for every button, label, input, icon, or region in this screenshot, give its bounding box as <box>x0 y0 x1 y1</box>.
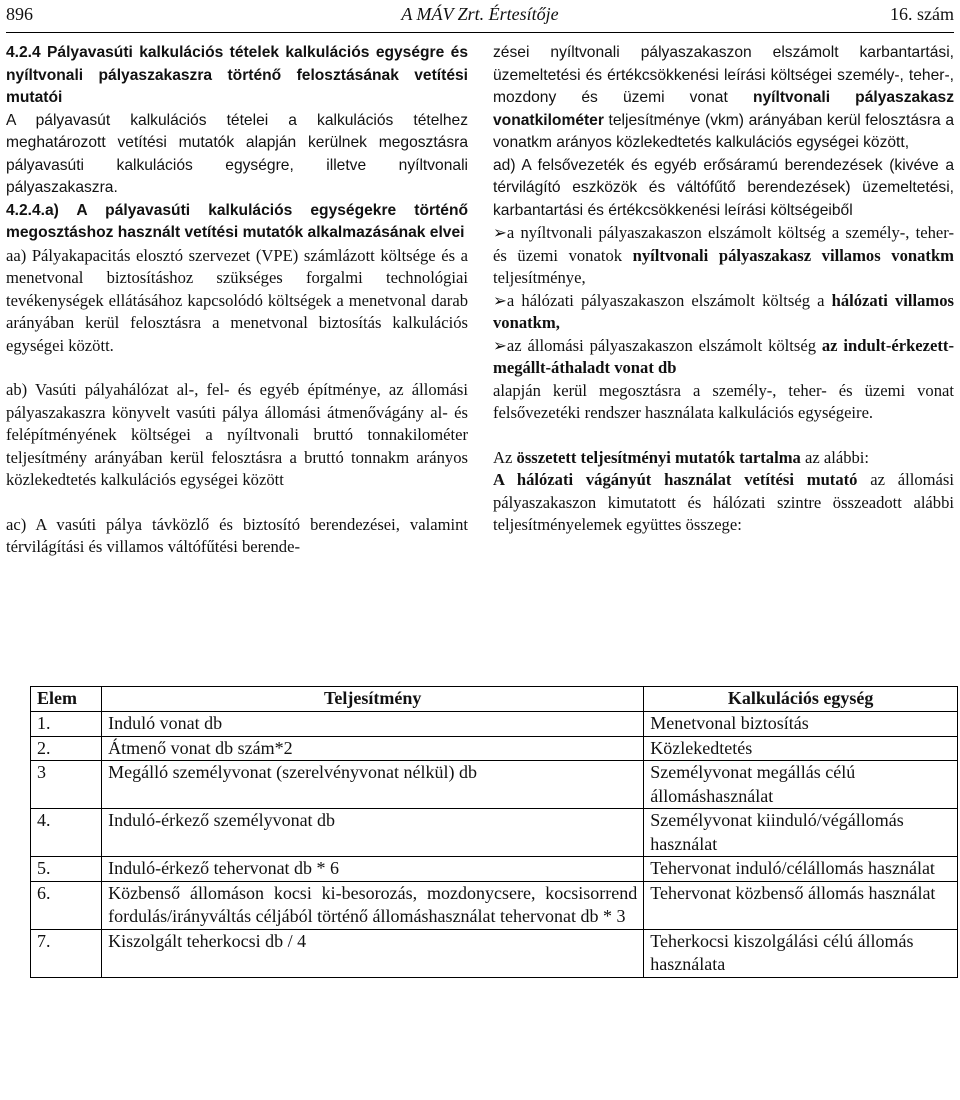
cell-elem: 2. <box>31 736 102 761</box>
bold-run: nyíltvonali pályaszakasz vonatkilométer <box>493 89 955 129</box>
cell-elem: 6. <box>31 881 102 929</box>
spacer <box>493 425 954 447</box>
arrow-bullet-icon: ➢ <box>493 335 507 355</box>
left-column <box>6 42 468 559</box>
cell-unit: Személyvonat megállás célú állomáshasználat <box>644 761 958 809</box>
paragraph-ac: ac) A vasúti pálya távközlő és biztosító berendezései, valamint térvilágítási és villamos váltófűtési berende- <box>6 514 468 556</box>
cell-unit: Tehervonat induló/célállomás használat <box>644 857 958 882</box>
cell-performance: Közbenső állomáson kocsi ki-besorozás, mozdonycsere, kocsisorrend fordulás/irányváltás céljából történő állomáshasználat tehervonat db * 3 <box>102 881 644 929</box>
cell-elem: 3 <box>31 761 102 809</box>
combined-indicators-paragraph <box>493 447 954 470</box>
table-row <box>31 881 958 929</box>
paragraph-ad: ad) A felsővezeték és egyéb erősáramú berendezések (kivéve a térvilágító eszközök és váltófűtő berendezések) üzemeltetési, karbantartási és értékcsökkenési leírási költségeiből <box>493 156 954 219</box>
table-row <box>31 712 958 737</box>
cell-unit: Menetvonal biztosítás <box>644 712 958 737</box>
table-row <box>31 857 958 882</box>
bullet-item-1 <box>493 222 954 290</box>
column-header-unit: Kalkulációs egység <box>644 687 958 712</box>
cell-elem: 5. <box>31 857 102 882</box>
spacer <box>6 492 468 514</box>
arrow-bullet-icon: ➢ <box>493 290 507 310</box>
column-header-elem: Elem <box>31 687 102 712</box>
paragraph-ac-continued <box>493 42 954 155</box>
text-run: teljesítménye, <box>493 268 586 287</box>
cell-performance: Induló-érkező tehervonat db * 6 <box>102 857 644 882</box>
issue-number: 16. szám <box>890 4 954 24</box>
table-row <box>31 929 958 977</box>
journal-title: A MÁV Zrt. Értesítője <box>401 4 559 24</box>
table-row <box>31 736 958 761</box>
paragraph-after-bullets: alapján kerül megosztásra a személy-, teher- és üzemi vonat felsővezetéki rendszer használata kalkulációs egységeire. <box>493 380 954 422</box>
cell-unit: Teherkocsi kiszolgálási célú állomás használata <box>644 929 958 977</box>
cell-elem: 7. <box>31 929 102 977</box>
text-run: teljesítménye (vkm) arányában kerül felosztásra a vonatkm arányos közlekedtetés kalkulációs egységei között, <box>493 111 954 151</box>
text-run: zései nyíltvonali pályaszakaszon elszámolt karbantartási, üzemeltetési és értékcsökkenési leírási költségei személy-, teher-, mozdony és üzemi vonat <box>493 44 954 106</box>
text-run: a nyíltvonali pályaszakaszon elszámolt költség a személy-, teher- és üzemi vonatok <box>493 223 954 265</box>
text-run: az állomási pályaszakaszon kimutatott és hálózati szintre összeadott alábbi teljesítményelemek együttes összege: <box>493 470 954 534</box>
network-route-paragraph <box>493 469 954 537</box>
intro-paragraph: A pályavasút kalkulációs tételei a kalkulációs tételhez meghatározott vetítési mutatók alapján kerülnek megosztásra pályavasúti kalkulációs egységre, illetve nyíltvonali pályaszakaszra. <box>6 111 468 196</box>
text-run: az állomási pályaszakaszon elszámolt költség <box>506 335 817 355</box>
cell-unit: Tehervonat közbenső állomás használat <box>644 881 958 929</box>
paragraph-aa: aa) Pályakapacitás elosztó szervezet (VPE) számlázott költsége és a menetvonal biztosításhoz szükséges forgalmi technológiai tevékenységek ellátásához kapcsolódó költségek a menetvonal darab arányában kerül felosztásra a menetvonal biztosítás kalkulációs egységei között. <box>6 245 468 355</box>
bullet-item-2 <box>493 290 954 335</box>
cell-elem: 4. <box>31 809 102 857</box>
cell-performance: Megálló személyvonat (szerelvényvonat nélkül) db <box>102 761 644 809</box>
table-row <box>31 761 958 809</box>
cell-performance: Kiszolgált teherkocsi db / 4 <box>102 929 644 977</box>
column-header-performance: Teljesítmény <box>102 687 644 712</box>
bold-run: hálózati villamos vonatkm, <box>493 290 954 332</box>
bullet-item-3 <box>493 335 954 380</box>
right-column <box>493 42 954 537</box>
cell-unit: Személyvonat kiinduló/végállomás használat <box>644 809 958 857</box>
cell-performance: Induló vonat db <box>102 712 644 737</box>
spacer <box>6 357 468 379</box>
bold-run: nyíltvonali pályaszakasz villamos vonatkm <box>632 245 954 265</box>
section-heading-4-2-4-a: 4.2.4.a) A pályavasúti kalkulációs egységekre történő megosztáshoz használt vetítési mutatók alkalmazásának elvei <box>6 201 468 241</box>
page-header <box>6 4 954 30</box>
table-row <box>31 809 958 857</box>
text-run: Az <box>493 447 513 467</box>
cell-elem: 1. <box>31 712 102 737</box>
paragraph-ab: ab) Vasúti pályahálózat al-, fel- és egyéb építménye, az állomási pályaszakaszra könyvelt vasúti pálya állomási átmenővágány al- és felépítményének költségei a nyíltvonali bruttó tonnakilométer teljesítmény arányában kerül felosztásra a bruttó tonnakm arányos közlekedtetés kalkulációs egységei között <box>6 380 468 489</box>
bold-run: A hálózati vágányút használat vetítési mutató <box>493 470 858 489</box>
text-run: az alábbi: <box>804 447 870 467</box>
performance-table <box>30 686 958 978</box>
text-run: a hálózati pályaszakaszon elszámolt költség a <box>506 290 825 310</box>
cell-unit: Közlekedtetés <box>644 736 958 761</box>
arrow-bullet-icon: ➢ <box>493 223 507 242</box>
header-divider <box>6 32 954 33</box>
cell-performance: Induló-érkező személyvonat db <box>102 809 644 857</box>
table-header-row <box>31 687 958 712</box>
bold-run: az indult-érkezett-megállt-áthaladt vonat db <box>493 335 954 377</box>
page-number: 896 <box>6 4 33 24</box>
section-heading-4-2-4: 4.2.4 Pályavasúti kalkulációs tételek kalkulációs egységre és nyíltvonali pályaszakaszra történő felosztásának vetítési mutatói <box>6 44 468 106</box>
bold-run: összetett teljesítményi mutatók tartalma <box>516 447 801 467</box>
cell-performance: Átmenő vonat db szám*2 <box>102 736 644 761</box>
